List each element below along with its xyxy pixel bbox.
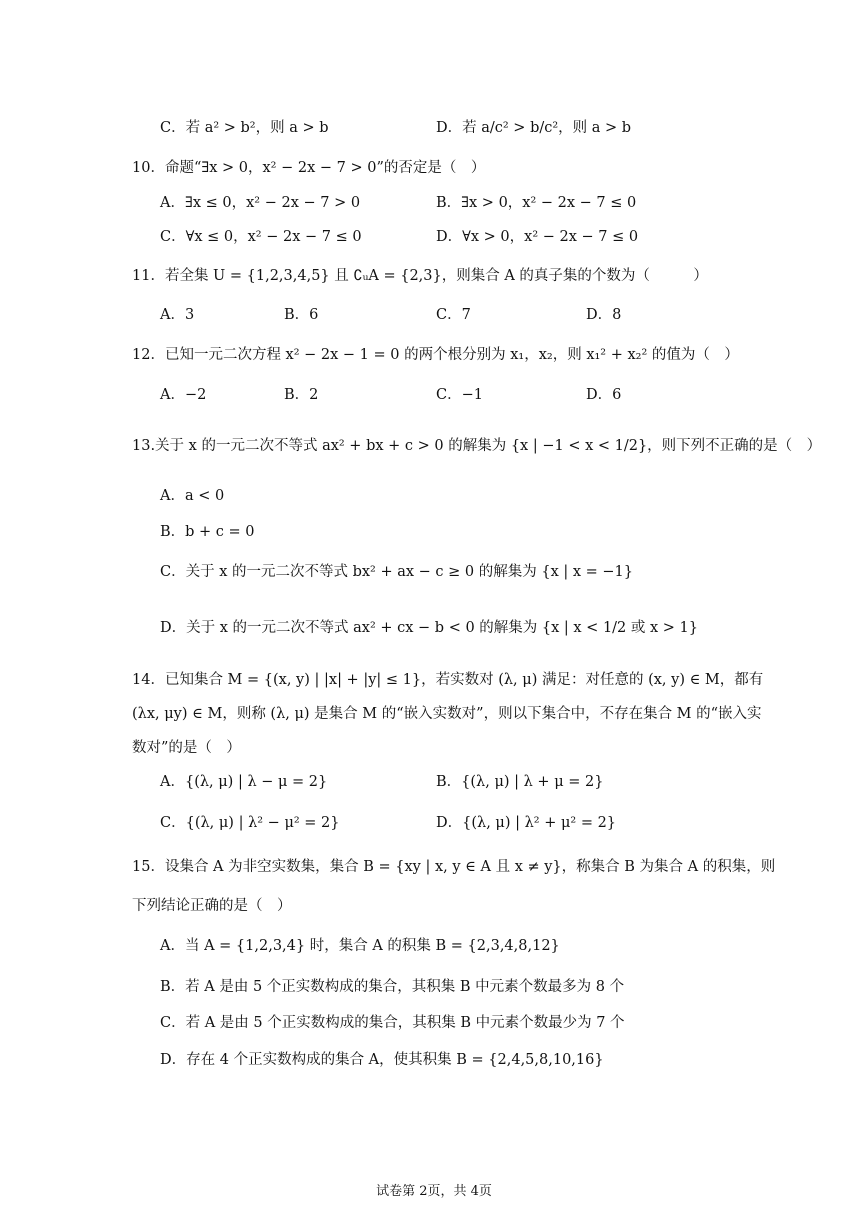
q15-option-b: B．若 A 是由 5 个正实数构成的集合，其积集 B 中元素个数最多为 8 个	[160, 979, 625, 995]
q11-stem: 11．若全集 U = {1,2,3,4,5} 且 ∁ᵤA = {2,3}，则集合 A 的真子集的个数为（ ）	[132, 268, 708, 284]
q14-option-d: D．{(λ, μ) | λ² + μ² = 2}	[436, 815, 617, 831]
q15-option-c: C．若 A 是由 5 个正实数构成的集合，其积集 B 中元素个数最少为 7 个	[160, 1015, 625, 1031]
q11-option-b: B．6	[284, 307, 319, 323]
q9-option-d: D．若 a/c² > b/c²，则 a > b	[436, 120, 632, 136]
q13-option-d: D．关于 x 的一元二次不等式 ax² + cx − b < 0 的解集为 {x | x < 1/2 或 x > 1}	[160, 620, 698, 636]
q14-stem-line3: 数对”的是（ ）	[132, 740, 241, 756]
q14-option-c: C．{(λ, μ) | λ² − μ² = 2}	[160, 815, 340, 831]
q10-option-b: B．∃x > 0，x² − 2x − 7 ≤ 0	[436, 195, 637, 211]
q12-stem: 12．已知一元二次方程 x² − 2x − 1 = 0 的两个根分别为 x₁，x₂，则 x₁² + x₂² 的值为（ ）	[132, 347, 739, 363]
q14-stem-line2: (λx, μy) ∈ M，则称 (λ, μ) 是集合 M 的“嵌入实数对”，则以下集合中，不存在集合 M 的“嵌入实	[132, 706, 762, 722]
q15-option-d: D．存在 4 个正实数构成的集合 A，使其积集 B = {2,4,5,8,10,16}	[160, 1052, 604, 1068]
q14-option-a: A．{(λ, μ) | λ − μ = 2}	[160, 774, 328, 790]
q10-option-d: D．∀x > 0，x² − 2x − 7 ≤ 0	[436, 229, 639, 245]
q13-stem: 13.关于 x 的一元二次不等式 ax² + bx + c > 0 的解集为 {x | −1 < x < 1/2}，则下列不正确的是（ ）	[132, 438, 822, 454]
q11-option-a: A．3	[160, 307, 195, 323]
q11-option-d: D．8	[586, 307, 622, 323]
q13-option-c: C．关于 x 的一元二次不等式 bx² + ax − c ≥ 0 的解集为 {x | x = −1}	[160, 564, 634, 580]
q15-stem-line1: 15．设集合 A 为非空实数集，集合 B = {xy | x, y ∈ A 且 x ≠ y}，称集合 B 为集合 A 的积集，则	[132, 859, 776, 875]
q10-option-c: C．∀x ≤ 0，x² − 2x − 7 ≤ 0	[160, 229, 362, 245]
q10-stem: 10．命题“∃x > 0，x² − 2x − 7 > 0”的否定是（ ）	[132, 160, 486, 176]
q15-option-a: A．当 A = {1,2,3,4} 时，集合 A 的积集 B = {2,3,4,8,12}	[160, 938, 560, 954]
page-footer: 试卷第 2页，共 4页	[376, 1184, 492, 1199]
q10-option-a: A．∃x ≤ 0，x² − 2x − 7 > 0	[160, 195, 361, 211]
q13-option-b: B．b + c = 0	[160, 524, 255, 540]
q15-stem-line2: 下列结论正确的是（ ）	[132, 898, 292, 914]
q14-option-b: B．{(λ, μ) | λ + μ = 2}	[436, 774, 604, 790]
q9-option-c: C．若 a² > b²，则 a > b	[160, 120, 329, 136]
q12-option-b: B．2	[284, 387, 319, 403]
q11-option-c: C．7	[436, 307, 471, 323]
q14-stem-line1: 14．已知集合 M = {(x, y) | |x| + |y| ≤ 1}，若实数对 (λ, μ) 满足：对任意的 (x, y) ∈ M，都有	[132, 672, 764, 688]
q13-option-a: A．a < 0	[160, 488, 225, 504]
q12-option-d: D．6	[586, 387, 622, 403]
q12-option-c: C．−1	[436, 387, 483, 403]
q12-option-a: A．−2	[160, 387, 207, 403]
